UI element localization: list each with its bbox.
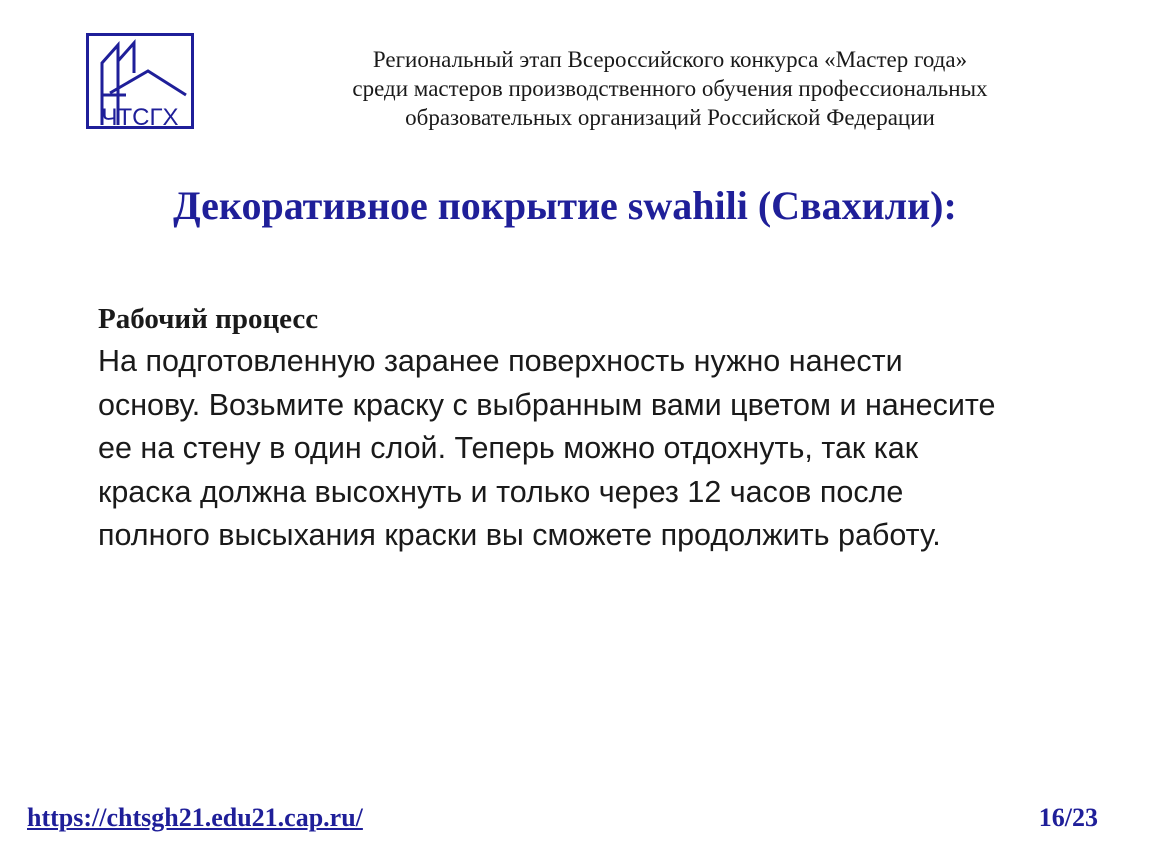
building-logo-icon <box>86 33 194 129</box>
body-line-5: полного высыхания краски вы сможете продолжить работу. <box>98 518 941 552</box>
header-line-3: образовательных организаций Российской Федерации <box>405 105 935 130</box>
body-line-3: ее на стену в один слой. Теперь можно отдохнуть, так как <box>98 431 919 465</box>
page-number: 16/23 <box>1038 803 1098 832</box>
header <box>290 45 1050 132</box>
logo-text: ЧТСГХ <box>101 104 179 129</box>
header-line-2: среди мастеров производственного обучения профессиональных <box>352 76 988 101</box>
footer-link[interactable]: https://chtsgh21.edu21.cap.ru/ <box>27 803 363 832</box>
logo <box>86 33 194 129</box>
page-title: Декоративное покрытие swahili (Свахили): <box>173 183 957 228</box>
body-line-2: основу. Возьмите краску с выбранным вами цветом и нанесите <box>98 387 996 422</box>
subheading: Рабочий процесс <box>98 303 319 335</box>
body-line-1: На подготовленную заранее поверхность нужно нанести <box>98 344 903 378</box>
content <box>98 298 1058 558</box>
body-line-4: краска должна высохнуть и только через 12 часов после <box>98 474 904 509</box>
header-line-1: Региональный этап Всероссийского конкурса «Мастер года» <box>372 47 968 72</box>
body-text <box>98 340 1058 558</box>
